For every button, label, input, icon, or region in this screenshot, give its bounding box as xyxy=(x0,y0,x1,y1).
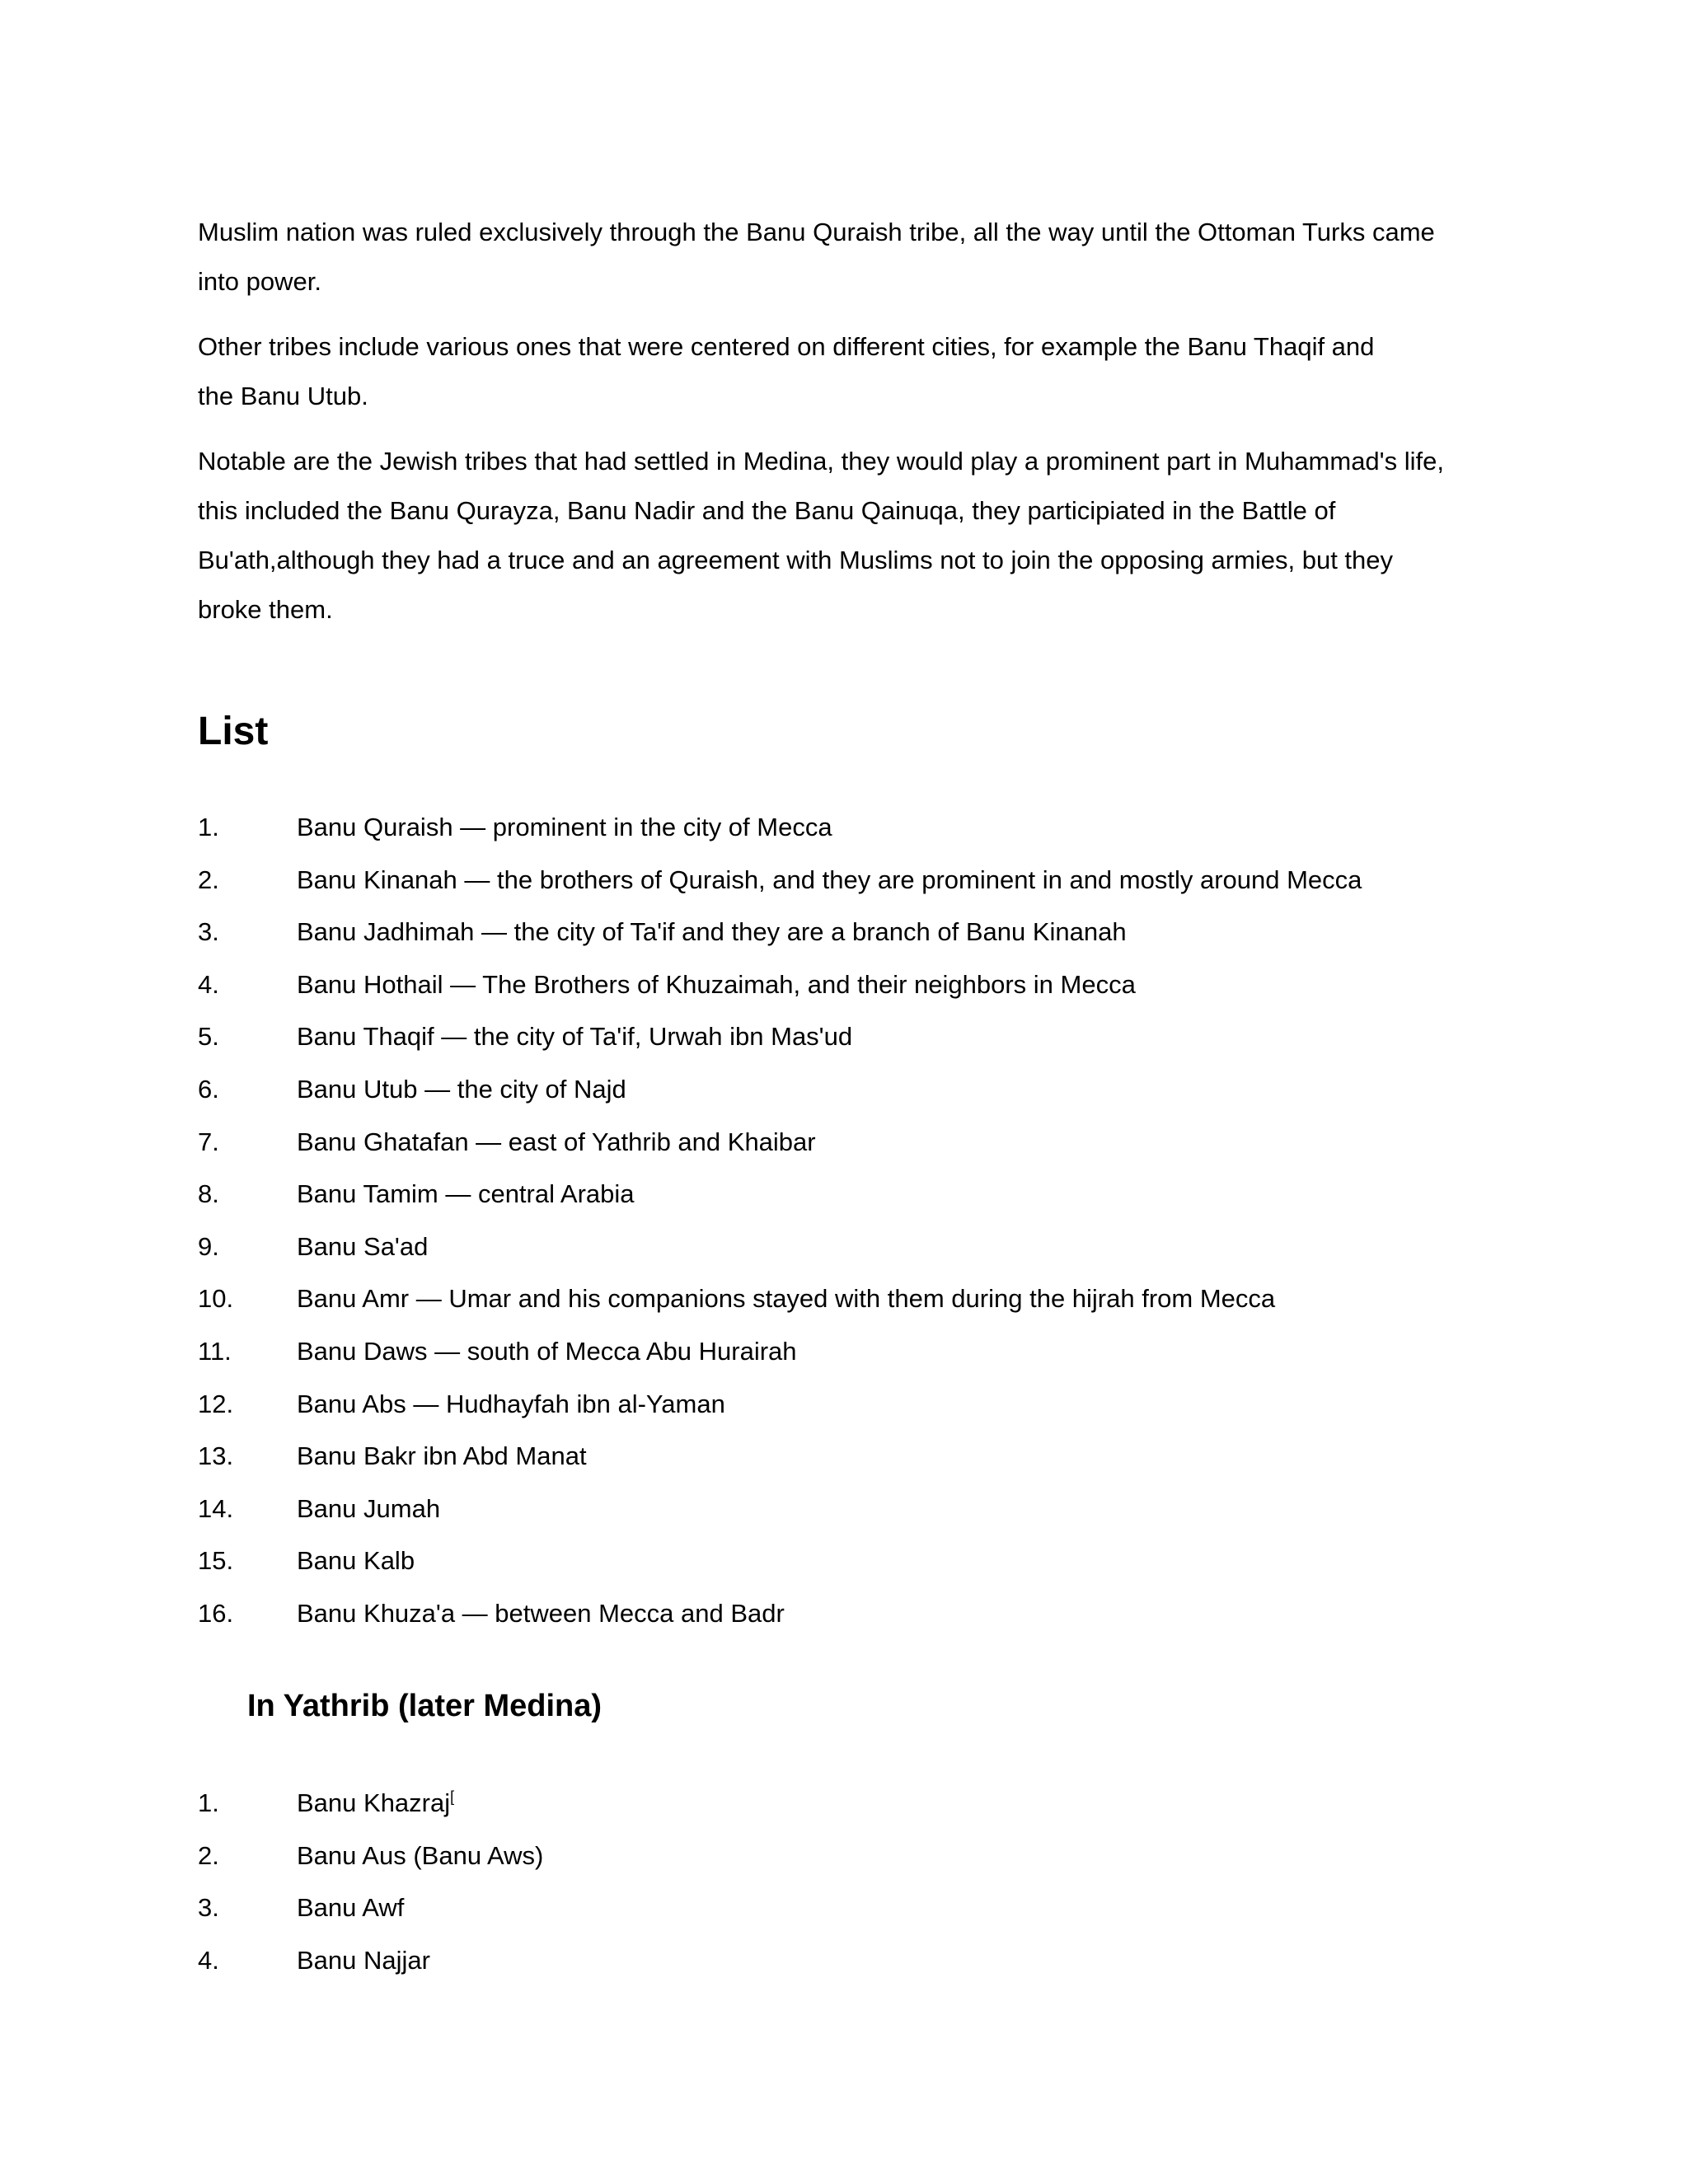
list-item-number: 1. xyxy=(198,1788,219,1817)
list-item xyxy=(198,906,1362,958)
list-item xyxy=(198,1063,1362,1116)
list-item-text: Banu Hothail — The Brothers of Khuzaimah, and their neighbors in Mecca xyxy=(297,969,1136,999)
list-heading: List xyxy=(198,710,269,753)
list-item-number: 14. xyxy=(198,1493,234,1523)
list-item-number: 3. xyxy=(198,1893,219,1923)
list-item-text: Banu Awf xyxy=(297,1893,405,1923)
tribe-list xyxy=(198,801,1362,1640)
list-item xyxy=(198,1168,1362,1221)
list-item-text: Banu Ghatafan — east of Yathrib and Khaibar xyxy=(297,1127,816,1156)
list-item-label: Banu Khazraj xyxy=(297,1788,451,1817)
list-item-text: Banu Utub — the city of Najd xyxy=(297,1074,626,1104)
list-item-number: 10. xyxy=(198,1284,234,1314)
list-item-number: 16. xyxy=(198,1598,234,1628)
list-item xyxy=(198,1221,1362,1273)
list-item-text: Banu Tamim — central Arabia xyxy=(297,1179,635,1209)
list-item-text: Banu Bakr ibn Abd Manat xyxy=(297,1441,587,1471)
list-item-number: 8. xyxy=(198,1179,219,1209)
list-item-number: 4. xyxy=(198,1945,219,1975)
list-item-text: Banu Jumah xyxy=(297,1493,441,1523)
list-item xyxy=(198,854,1362,907)
list-item-number: 3. xyxy=(198,917,219,947)
list-item-text: Banu Quraish — prominent in the city of Mecca xyxy=(297,813,832,841)
list-item xyxy=(198,1010,1362,1063)
list-item xyxy=(198,1378,1362,1431)
list-item xyxy=(198,1483,1362,1535)
list-item-number: 15. xyxy=(198,1546,234,1576)
paragraph-line: Other tribes include various ones that were centered on different cities, for example the Banu Thaqif and xyxy=(198,332,1375,361)
list-item xyxy=(198,1116,1362,1169)
list-item xyxy=(198,801,1362,854)
list-item-number: 1. xyxy=(198,813,219,841)
list-item-text: Banu Abs — Hudhayfah ibn al-Yaman xyxy=(297,1389,725,1418)
paragraph-line: Notable are the Jewish tribes that had settled in Medina, they would play a prominent part in Muhammad's life, xyxy=(198,447,1444,476)
paragraph-line: the Banu Utub. xyxy=(198,382,368,410)
yathrib-tribe-list xyxy=(198,1777,543,1986)
list-item-text: Banu Thaqif — the city of Ta'if, Urwah ibn Mas'ud xyxy=(297,1022,853,1052)
paragraph-other-tribes xyxy=(198,322,1500,421)
list-item xyxy=(198,1777,543,1830)
list-item xyxy=(198,1587,1362,1640)
list-item-text: Banu Jadhimah — the city of Ta'if and they are a branch of Banu Kinanah xyxy=(297,917,1127,947)
list-item-text: Banu Aus (Banu Aws) xyxy=(297,1840,544,1870)
list-item-number: 13. xyxy=(198,1441,234,1471)
list-item-text: Banu Kalb xyxy=(297,1546,415,1576)
list-item xyxy=(198,1430,1362,1483)
paragraph-jewish-tribes xyxy=(198,437,1500,635)
list-item xyxy=(198,1535,1362,1587)
paragraph-line: Bu'ath,although they had a truce and an agreement with Muslims not to join the opposing armies, but they xyxy=(198,546,1394,574)
list-item-text: Banu Khuza'a — between Mecca and Badr xyxy=(297,1598,785,1628)
list-item-number: 2. xyxy=(198,1840,219,1870)
list-item xyxy=(198,1325,1362,1378)
list-item-number: 4. xyxy=(198,969,219,999)
list-item xyxy=(198,958,1362,1011)
paragraph-quraish-rule xyxy=(198,208,1500,307)
list-item-number: 12. xyxy=(198,1389,234,1418)
list-item-number: 5. xyxy=(198,1022,219,1052)
list-item-text: Banu Amr — Umar and his companions stayed with them during the hijrah from Mecca xyxy=(297,1284,1276,1314)
list-item xyxy=(198,1272,1362,1325)
list-item-text xyxy=(297,1777,454,1830)
list-item xyxy=(198,1830,543,1882)
list-item xyxy=(198,1882,543,1934)
list-item-text: Banu Kinanah — the brothers of Quraish, and they are prominent in and mostly around Mecca xyxy=(297,865,1362,894)
paragraph-line: broke them. xyxy=(198,595,333,624)
paragraph-line: into power. xyxy=(198,267,321,296)
list-item-number: 7. xyxy=(198,1127,219,1156)
list-item-text: Banu Najjar xyxy=(297,1945,430,1975)
paragraph-line: this included the Banu Qurayza, Banu Nadir and the Banu Qainuqa, they participiated in the Battle of xyxy=(198,496,1336,525)
paragraph-line: Muslim nation was ruled exclusively through the Banu Quraish tribe, all the way until the Ottoman Turks came xyxy=(198,218,1435,246)
list-item-number: 2. xyxy=(198,865,219,894)
list-item-number: 6. xyxy=(198,1074,219,1104)
yathrib-heading: In Yathrib (later Medina) xyxy=(247,1689,603,1723)
footnote-mark[interactable]: [ xyxy=(450,1788,455,1805)
list-item-text: Banu Sa'ad xyxy=(297,1231,429,1261)
list-item xyxy=(198,1934,543,1987)
list-item-number: 11. xyxy=(198,1336,232,1366)
list-item-number: 9. xyxy=(198,1231,219,1261)
list-item-text: Banu Daws — south of Mecca Abu Hurairah xyxy=(297,1336,797,1366)
